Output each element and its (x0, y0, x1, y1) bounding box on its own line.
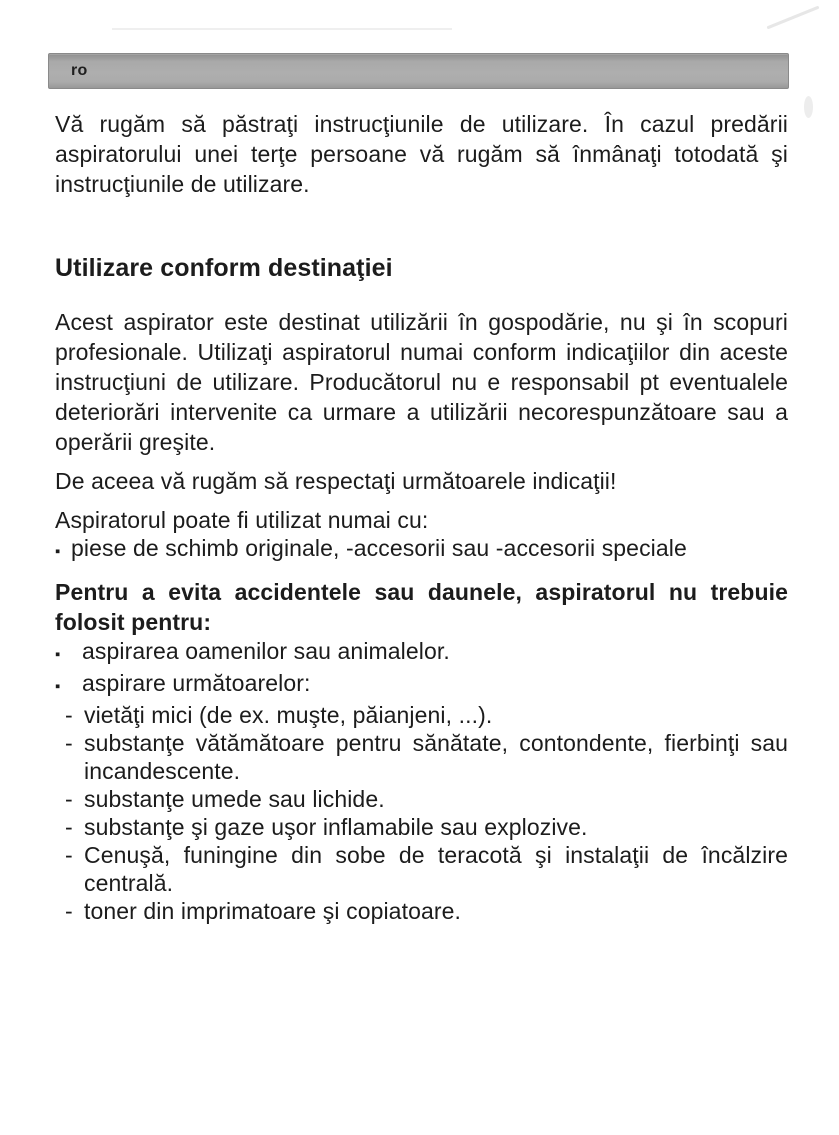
warning-heading: Pentru a evita accidentele sau daunele, aspiratorul nu trebuie folosit pentru: (55, 579, 788, 635)
bullet-square-icon: ▪ (55, 678, 61, 695)
list-item (65, 897, 788, 925)
dash-bullet-icon: - (65, 842, 73, 868)
paragraph-only-with-intro: Aspiratorul poate fi utilizat numai cu: (55, 507, 429, 533)
section-heading-intended-use: Utilizare conform destinaţiei (55, 254, 393, 282)
list-item (65, 785, 788, 813)
list-item-label: substanţe vătămătoare pentru sănătate, contondente, fierbinţi sau incandescente. (84, 730, 788, 784)
forbidden-uses-list (55, 637, 788, 925)
list-item-label: substanţe şi gaze uşor inflamabile sau explozive. (84, 814, 588, 840)
only-with-group (55, 506, 788, 566)
list-item-label: substanţe umede sau lichide. (84, 786, 385, 812)
dash-bullet-icon: - (65, 786, 73, 812)
list-item-label: piese de schimb originale, -accesorii sau -accesorii speciale (71, 535, 687, 561)
list-item (55, 669, 788, 701)
list-item-label: vietăţi mici (de ex. muşte, păianjeni, ...). (84, 702, 493, 728)
paragraph-intended-use: Acest aspirator este destinat utilizării în gospodărie, nu şi în scopuri profesionale. Utilizaţi aspiratorul numai conform indicaţiilor din aceste instrucţiuni de utilizare. Producătorul nu e responsabil pt eventualele deteriorări intervenite ca urmare a utilizării necorespunzătoare sau a operării greşite. (55, 309, 788, 455)
language-code-label: ro (71, 62, 88, 79)
dash-bullet-icon: - (65, 730, 73, 756)
list-item (65, 841, 788, 897)
dash-bullet-icon: - (65, 898, 73, 924)
list-item (55, 637, 788, 669)
list-item-label: Cenuşă, funingine din sobe de teracotă şi instalaţii de încălzire centrală. (84, 842, 788, 896)
list-item-label: toner din imprimatoare şi copiatoare. (84, 898, 461, 924)
bullet-square-icon: ▪ (55, 543, 61, 560)
list-item (65, 729, 788, 785)
list-item-label: aspirare următoarelor: (82, 670, 311, 696)
paragraph-respect-note: De aceea vă rugăm să respectaţi următoarele indicaţii! (55, 468, 617, 494)
list-item-original-parts (55, 534, 788, 566)
dash-bullet-icon: - (65, 814, 73, 840)
dash-bullet-icon: - (65, 702, 73, 728)
list-item (65, 813, 788, 841)
paragraph-keep-instructions: Vă rugăm să păstraţi instrucţiunile de utilizare. În cazul predării aspiratorului unei terţe persoane vă rugăm să înmânaţi totodată şi instrucţiunile de utilizare. (55, 111, 788, 197)
list-item-label: aspirarea oamenilor sau animalelor. (82, 638, 450, 664)
list-item (65, 701, 788, 729)
bullet-square-icon: ▪ (55, 646, 61, 663)
